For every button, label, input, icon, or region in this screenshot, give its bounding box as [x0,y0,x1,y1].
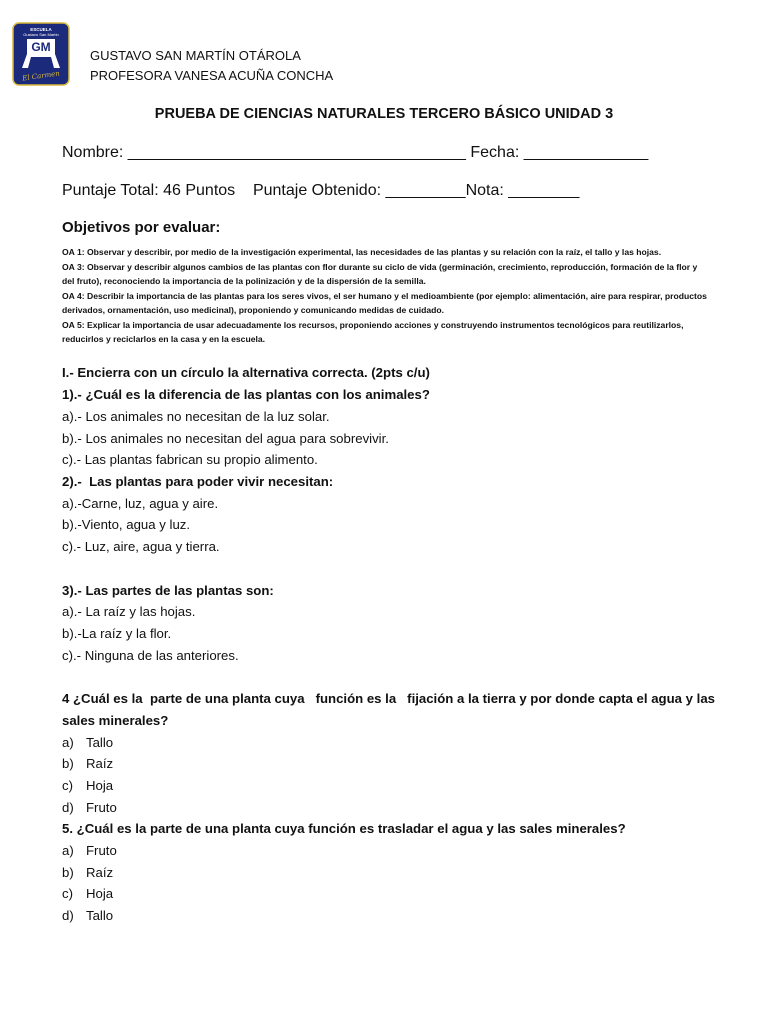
school-logo [12,22,70,86]
question-1: 1).- ¿Cuál es la diferencia de las plantas con los animales? [62,387,430,402]
option-2b: b).-Viento, agua y luz. [62,517,191,532]
option-4b [62,753,113,775]
option-4c [62,775,113,797]
question-4-line2: sales minerales? [62,713,169,728]
option-letter: a) [62,843,74,858]
score-line: Puntaje Total: 46 Puntos Puntaje Obtenido: _________Nota: ________ [62,182,580,199]
objectives-heading: Objetivos por evaluar: [62,219,221,236]
school-name: GUSTAVO SAN MARTÍN OTÁROLA [90,48,301,63]
option-5a [62,840,117,862]
name-date-line: Nombre: ______________________________________ Fecha: ______________ [62,144,649,161]
option-letter: d) [62,908,74,923]
school-header [90,46,333,86]
option-letter: b) [62,865,74,880]
svg-text:GM: GM [31,40,51,54]
option-text: Fruto [86,843,117,858]
option-3b: b).-La raíz y la flor. [62,626,172,641]
option-4a [62,732,113,754]
svg-text:Gustavo San Martín: Gustavo San Martín [23,32,59,37]
option-1a: a).- Los animales no necesitan de la luz solar. [62,409,330,424]
option-5b [62,862,113,884]
option-1c: c).- Las plantas fabrican su propio alimento. [62,452,318,467]
option-letter: a) [62,735,74,750]
option-text: Raíz [86,865,114,880]
option-letter: c) [62,886,73,901]
option-letter: b) [62,756,74,771]
test-title: PRUEBA DE CIENCIAS NATURALES TERCERO BÁSICO UNIDAD 3 [154,106,614,122]
option-text: Raíz [86,756,114,771]
question-3: 3).- Las partes de las plantas son: [62,583,274,598]
option-2c: c).- Luz, aire, agua y tierra. [62,539,220,554]
objective-oa5: OA 5: Explicar la importancia de usar adecuadamente los recursos, proponiendo acciones y construyendo instrumentos tecnológicos para reutilizarlos, reducirlos y reciclarlos en la casa y en la escuela. [62,319,684,344]
option-letter: c) [62,778,73,793]
objective-oa4: OA 4: Describir la importancia de las plantas para los seres vivos, el ser humano y el medioambiente (por ejemplo: alimentación, aire para respirar, productos derivados, ornamentación, uso medicinal), proponiendo y comunicando medidas de cuidado. [62,290,707,315]
option-5c [62,883,113,905]
question-5: 5. ¿Cuál es la parte de una planta cuya función es trasladar el agua y las sales minerales? [62,821,626,836]
svg-text:ESCUELA: ESCUELA [30,27,52,32]
option-text: Hoja [86,778,114,793]
option-letter: d) [62,800,74,815]
option-5d [62,905,113,927]
option-text: Fruto [86,800,117,815]
objectives-list [62,245,712,347]
option-1b: b).- Los animales no necesitan del agua para sobrevivir. [62,431,389,446]
svg-text:El Carmen: El Carmen [21,69,61,83]
option-3c: c).- Ninguna de las anteriores. [62,648,239,663]
option-3a: a).- La raíz y las hojas. [62,604,196,619]
question-2: 2).- Las plantas para poder vivir necesitan: [62,474,334,489]
option-4d [62,797,117,819]
question-4-line1: 4 ¿Cuál es la parte de una planta cuya función es la fijación a la tierra y por donde capta el agua y las [62,691,715,706]
objective-oa3: OA 3: Observar y describir algunos cambios de las plantas con flor durante su ciclo de vida (germinación, crecimiento, reproducción, formación de la flor y del fruto), reconociendo la importancia de la polinización y de la dispersión de la semilla. [62,261,698,286]
objective-oa1: OA 1: Observar y describir, por medio de la investigación experimental, las necesidades de las plantas y su relación con la raíz, el tallo y las hojas. [62,247,662,257]
teacher-name: PROFESORA VANESA ACUÑA CONCHA [90,68,334,83]
option-text: Tallo [86,735,114,750]
option-2a: a).-Carne, luz, agua y aire. [62,496,219,511]
option-text: Hoja [86,886,114,901]
section-instructions: I.- Encierra con un círculo la alternativa correcta. (2pts c/u) [62,365,430,380]
option-text: Tallo [86,908,114,923]
